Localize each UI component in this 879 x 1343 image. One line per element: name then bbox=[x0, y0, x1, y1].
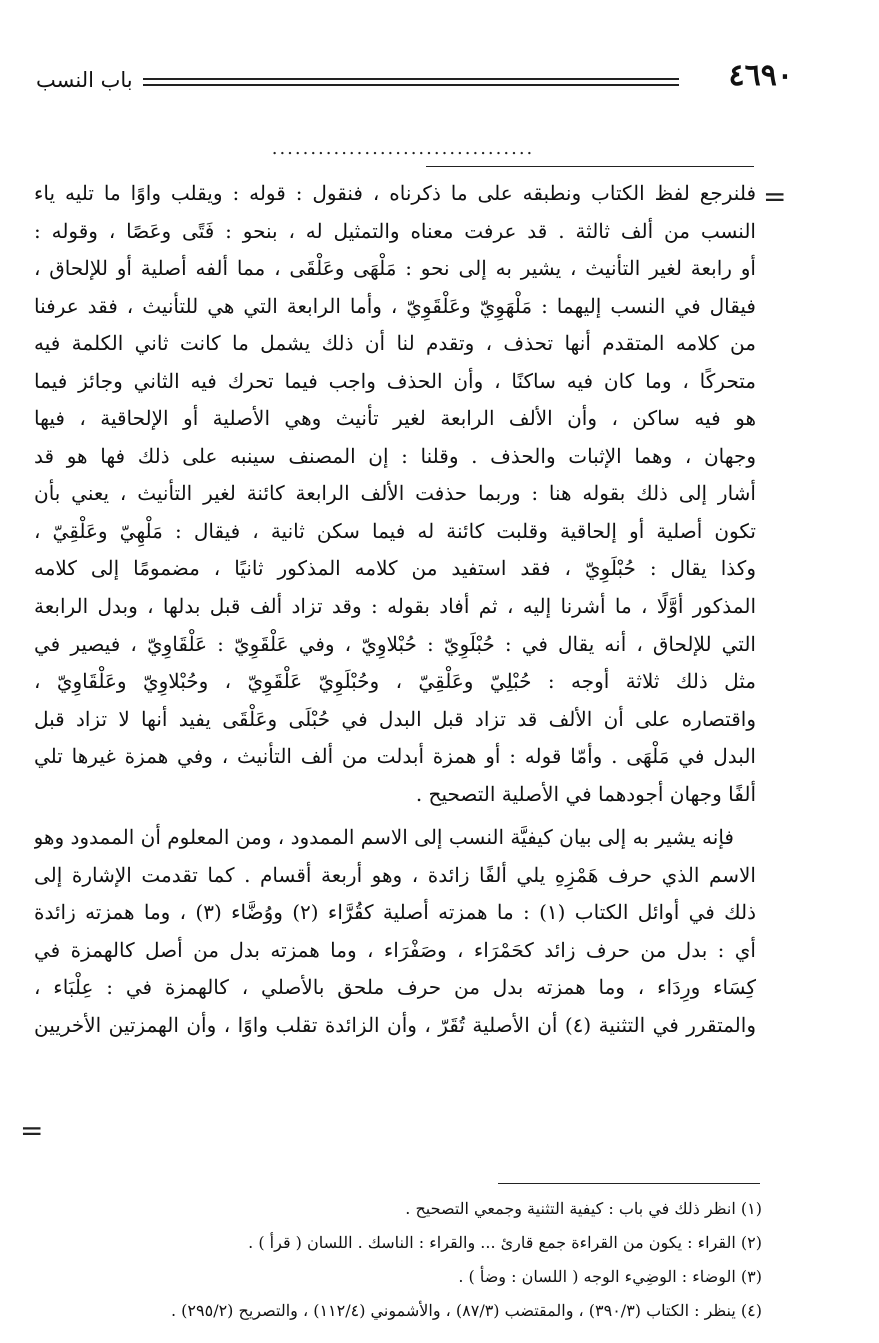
text-line: أو رابعة لغير التأنيث ، يشير به إلى نحو : مَلْهَى وعَلْقَى ، مما ألفه أصلية أو للإلحاق ، bbox=[34, 256, 756, 281]
main-text bbox=[34, 175, 756, 1045]
text-line: تكون أصلية أو إلحاقية وقلبت كائنة له فيما سكن ثانية ، فيقال : مَلْهِيّ وعَلْقِيّ ، bbox=[34, 518, 756, 543]
footnote: (٣) الوضاء : الوضِيء الوجه ( اللسان : وضأ ) . bbox=[458, 1267, 762, 1286]
text-line: البدل في مَلْهَى . وأمّا قوله : أو همزة أبدلت من ألف التأنيث ، وفي همزة غيرها تلي bbox=[34, 744, 756, 769]
separator-rule bbox=[426, 166, 754, 167]
header-rule-bottom bbox=[143, 84, 679, 86]
text-line: وجهان ، وهما الإثبات والحذف . وقلنا : إن المصنف سينبه على ذلك فها هو قد bbox=[34, 443, 756, 468]
chapter-title: باب النسب bbox=[36, 68, 133, 92]
footnotes bbox=[40, 1192, 762, 1328]
continuation-mark-start: = bbox=[763, 180, 787, 213]
text-line: الاسم الذي حرف هَمْزِهِ يلي ألفًا زائدة ، وهو أربعة أقسام . كما تقدمت الإشارة إلى bbox=[34, 862, 756, 887]
text-line: من كلامه المتقدم أنها تحذف ، وتقدم لنا أن ذلك يشمل ما كانت ثاني الكلمة فيه bbox=[34, 331, 756, 356]
text-line: النسب من ألف ثالثة . قد عرفت معناه والتمثيل له ، بنحو : فَتًى وعَصًا ، وقوله : bbox=[34, 218, 756, 243]
text-line: كِسَاء ورِدَاء ، وما همزته بدل من حرف ملحق بالأصلي ، كالهمزة في : عِلْبَاء ، bbox=[34, 975, 756, 1000]
text-line: أشار إلى ذلك بقوله هنا : وربما حذفت الألف الرابعة كائنة لغير التأنيث ، يعني بأن bbox=[34, 481, 756, 506]
footnote: (١) انظر ذلك في باب : كيفية التثنية وجمعي التصحيح . bbox=[405, 1199, 762, 1218]
text-line: فإنه يشير به إلى بيان كيفيَّة النسب إلى الاسم الممدود ، ومن المعلوم أن الممدود وهو bbox=[34, 825, 734, 850]
text-line: هو فيه ساكن ، وأن الألف الرابعة لغير تأنيث وهي الأصلية أو الإلحاقية ، فيها bbox=[34, 406, 756, 431]
text-line: واقتصاره على أن الألف قد تزاد قبل البدل في حُبْلَى وعَلْقَى يفيد أنها لا تزاد قبل bbox=[34, 706, 756, 731]
continuation-mark-end: = bbox=[20, 1114, 44, 1147]
text-line: المذكور أوَّلًا ، ما أشرنا إليه ، ثم أفاد بقوله : وقد تزاد ألف قبل بدلها ، وبدل الرابعة bbox=[34, 594, 756, 619]
text-line: متحركًا ، وما كان فيه ساكنًا ، وأن الحذف واجب فيما تحرك فيه الثاني وجائز فيما bbox=[34, 368, 756, 393]
footnote: (٢) القراء : يكون من القراءة جمع قارئ ... والقراء : الناسك . اللسان ( قرأ ) . bbox=[248, 1233, 762, 1252]
text-line: ألفًا وجهان أجودهما في الأصلية التصحيح . bbox=[415, 781, 756, 806]
text-line: والمتقرر في التثنية (٤) أن الأصلية تُقَرّ ، وأن الزائدة تقلب واوًا ، وأن الهمزتين الأخريين bbox=[34, 1013, 756, 1038]
text-line: مثل ذلك ثلاثة أوجه : حُبْلِيّ وعَلْقِيّ ، وحُبْلَوِيّ عَلْقَوِيّ ، وحُبْلاوِيّ وعَلْقَاوِيّ ، bbox=[34, 669, 756, 694]
text-line: ذلك في أوائل الكتاب (١) : ما همزته أصلية كقُرَّاء (٢) ووُضَّاء (٣) ، وما همزته زائدة bbox=[34, 900, 756, 925]
footnote: (٤) ينظر : الكتاب (٣٩٠/٣) ، والمقتضب (٨٧/٣) ، والأشموني (١١٢/٤) ، والتصريح (٢٩٥/٢) . bbox=[170, 1301, 762, 1320]
text-line: وكذا يقال : حُبْلَوِيّ ، فقد استفيد من كلامه المذكور ثانيًا ، مضمومًا إلى كلامه bbox=[34, 556, 756, 581]
separator-dots: .................................. bbox=[271, 138, 535, 159]
text-line: التي للإلحاق ، أنه يقال في : حُبْلَوِيّ : حُبْلاوِيّ ، وفي عَلْقَوِيّ : عَلْقَاوِيّ ، فيصير في bbox=[34, 631, 756, 656]
text-line: فيقال في النسب إليهما : مَلْهَوِيّ وعَلْقَوِيّ ، وأما الرابعة التي هي للتأنيث ، فقد عرفنا bbox=[34, 293, 756, 318]
footnote-rule bbox=[498, 1183, 760, 1184]
text-line: أي : بدل من حرف زائد كحَمْرَاء ، وصَفْرَاء ، وما همزته بدل من أصل كالهمزة في bbox=[34, 937, 756, 962]
text-line: فلنرجع لفظ الكتاب ونطبقه على ما ذكرناه ، فنقول : قوله : ويقلب واوًا ما تليه ياء bbox=[34, 181, 756, 205]
page-number: ٤٦٩٠ bbox=[728, 58, 793, 93]
header-rule-top bbox=[143, 78, 679, 80]
